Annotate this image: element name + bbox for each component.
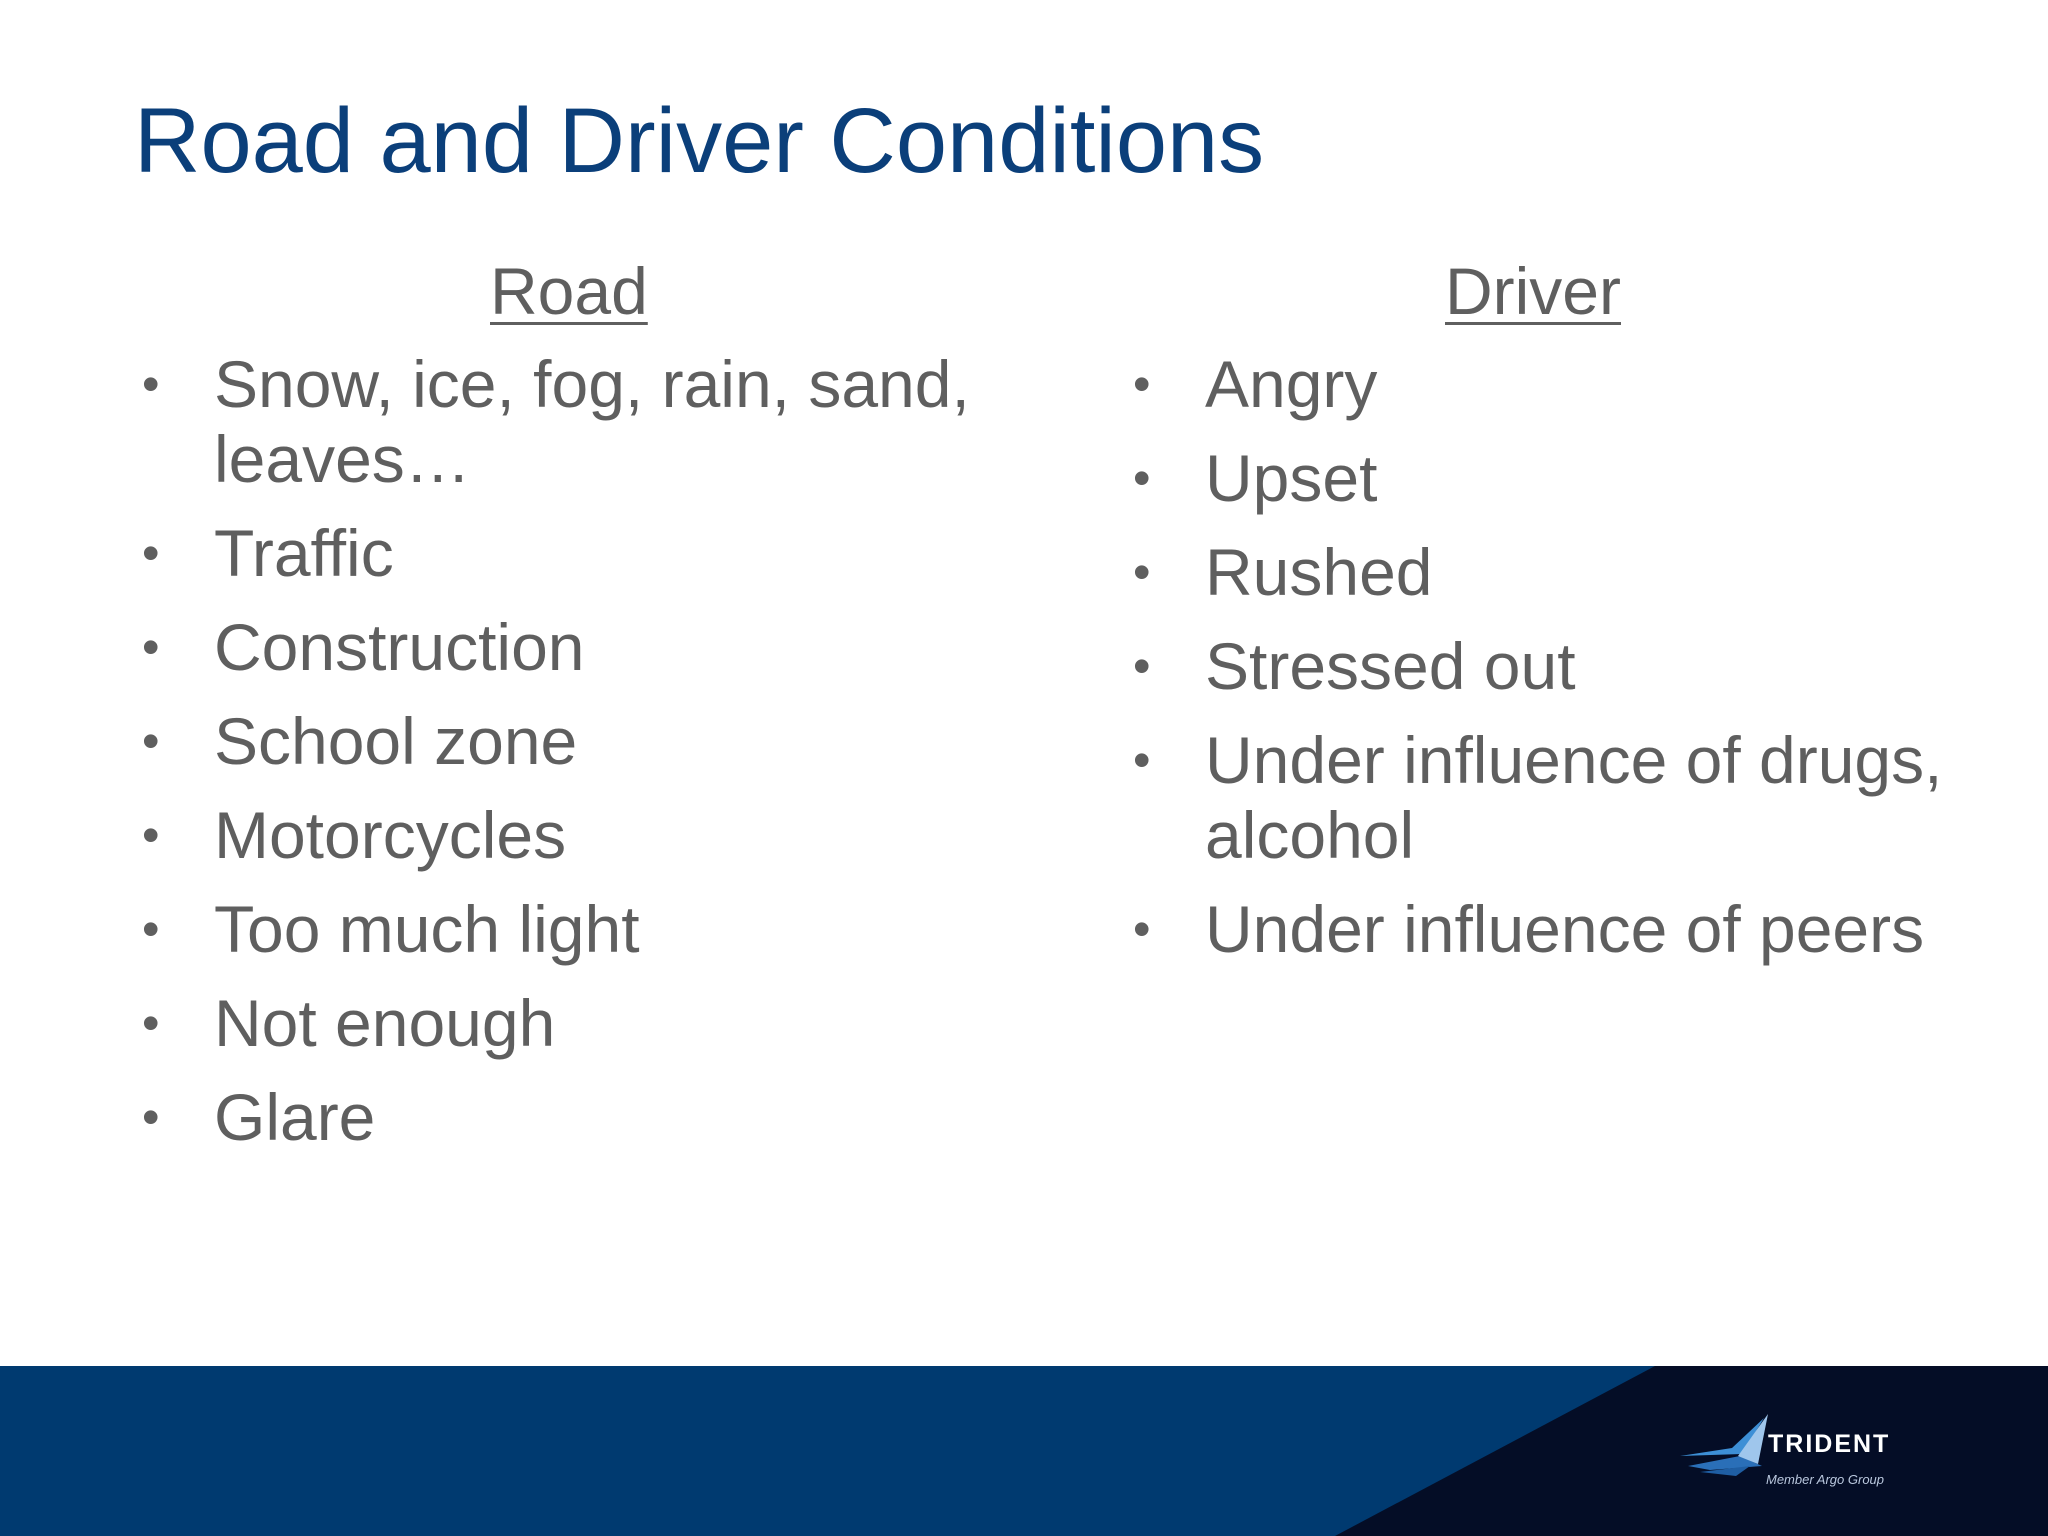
bullet-icon: • bbox=[142, 619, 160, 675]
driver-bullet-text: Stressed out bbox=[1205, 629, 1576, 703]
road-bullet-list bbox=[134, 347, 1034, 1174]
road-bullet-item bbox=[134, 1080, 1034, 1155]
road-bullet-item bbox=[134, 892, 1034, 967]
bullet-icon: • bbox=[1133, 901, 1151, 957]
driver-bullet-text: Under influence of drugs, alcohol bbox=[1205, 723, 1943, 872]
road-bullet-item bbox=[134, 610, 1034, 685]
slide-title: Road and Driver Conditions bbox=[134, 90, 1265, 192]
driver-bullet-item bbox=[1125, 892, 1945, 967]
road-bullet-text: Motorcycles bbox=[214, 798, 567, 872]
road-bullet-text: Glare bbox=[214, 1080, 376, 1154]
road-bullet-item bbox=[134, 798, 1034, 873]
driver-bullet-text: Angry bbox=[1205, 347, 1378, 421]
driver-bullet-text: Under influence of peers bbox=[1205, 892, 1925, 966]
logo-tagline: Member Argo Group bbox=[1766, 1472, 1885, 1487]
bullet-icon: • bbox=[142, 356, 160, 412]
road-bullet-text: Not enough bbox=[214, 986, 556, 1060]
driver-bullet-item bbox=[1125, 535, 1945, 610]
road-bullet-text: Too much light bbox=[214, 892, 640, 966]
driver-column-heading: Driver bbox=[1445, 254, 1621, 328]
road-bullet-item bbox=[134, 704, 1034, 779]
bullet-icon: • bbox=[142, 1089, 160, 1145]
bullet-icon: • bbox=[1133, 638, 1151, 694]
road-bullet-text: Snow, ice, fog, rain, sand, leaves… bbox=[214, 347, 970, 496]
bullet-icon: • bbox=[1133, 544, 1151, 600]
road-bullet-item bbox=[134, 516, 1034, 591]
driver-bullet-item bbox=[1125, 441, 1945, 516]
driver-bullet-item bbox=[1125, 723, 1945, 873]
driver-bullet-item bbox=[1125, 629, 1945, 704]
road-bullet-text: Traffic bbox=[214, 516, 394, 590]
bullet-icon: • bbox=[142, 807, 160, 863]
driver-bullet-list bbox=[1125, 347, 1945, 986]
bullet-icon: • bbox=[1133, 732, 1151, 788]
driver-bullet-text: Rushed bbox=[1205, 535, 1433, 609]
road-bullet-text: Construction bbox=[214, 610, 585, 684]
driver-bullet-item bbox=[1125, 347, 1945, 422]
bullet-icon: • bbox=[142, 525, 160, 581]
bullet-icon: • bbox=[142, 995, 160, 1051]
bullet-icon: • bbox=[142, 901, 160, 957]
bullet-icon: • bbox=[1133, 450, 1151, 506]
road-bullet-item bbox=[134, 986, 1034, 1061]
road-bullet-text: School zone bbox=[214, 704, 578, 778]
road-bullet-item bbox=[134, 347, 1034, 497]
logo-brand-text: TRIDENT bbox=[1768, 1430, 1891, 1458]
bullet-icon: • bbox=[142, 713, 160, 769]
driver-bullet-text: Upset bbox=[1205, 441, 1378, 515]
road-column-heading: Road bbox=[490, 254, 648, 328]
bullet-icon: • bbox=[1133, 356, 1151, 412]
